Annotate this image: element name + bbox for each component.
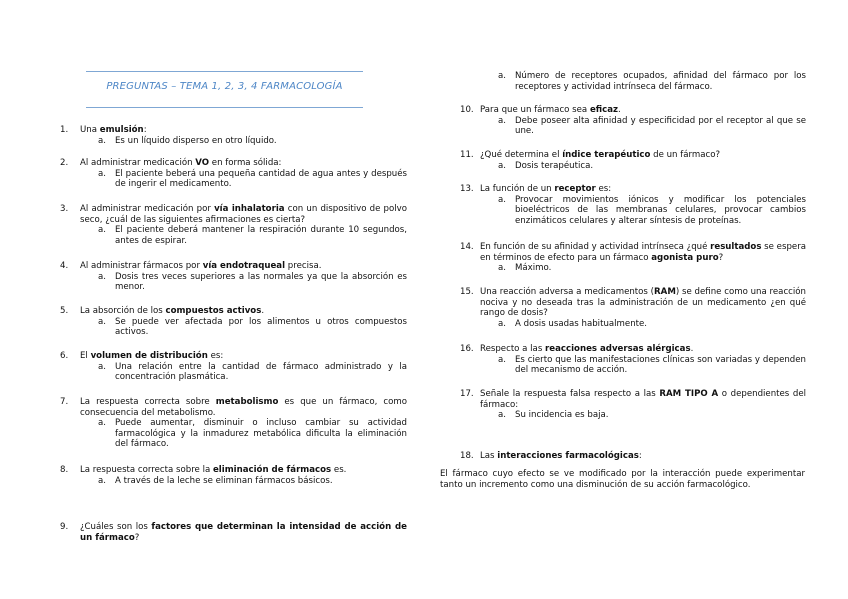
question-4 [60,261,407,293]
left-questions-7-post: es. [331,465,347,475]
left-questions-0-ans-label: a. [98,135,106,146]
right-questions-0-bold: eficaz [589,105,619,115]
answer-4 [60,272,407,293]
right-questions-4-ans-label: a. [498,318,506,329]
left-questions-4-ans-label: a. [98,316,106,327]
left-questions-0-num: 1. [60,125,69,135]
left-questions-1-bold: VO [195,158,210,168]
left-questions-6-bold: metabolismo [215,397,279,407]
answer-9 [460,71,806,92]
left-questions-4-num: 5. [60,306,69,316]
question-17 [460,389,806,421]
answer-5 [60,317,407,338]
final-paragraph: El fármaco cuyo efecto se ve modificado por la interacción puede experimentar tanto un incremento como una disminución de su acción farmacológico. [440,469,805,490]
right-questions-3-answer: Máximo. [515,263,552,274]
left-questions-1-post: en forma sólida: [209,158,282,168]
right-questions-6-bold: RAM TIPO A [659,389,719,399]
question-18 [460,451,806,462]
right-questions-0-num: 10. [460,105,474,115]
right-questions-2-bold: receptor [554,184,596,194]
question-10 [460,105,806,137]
right-questions-1-pre: ¿Qué determina el [480,150,563,160]
answer-17 [460,410,806,421]
right-questions-5-bold: reacciones adversas alérgicas [545,344,691,354]
left-questions-6-pre: La respuesta correcta sobre [80,397,216,407]
left-questions-4-post: . [261,306,265,316]
right-questions-4-bold: RAM [654,287,676,297]
answer-11 [460,161,806,172]
left-questions-2-pre: Al administrar medicación por [80,204,215,214]
left-questions-4-pre: La absorción de los [80,306,166,316]
right-questions-1-num: 11. [460,150,474,160]
left-questions-7-ans-label: a. [98,475,106,486]
question-13 [460,184,806,226]
right-questions-2-ans-label: a. [498,194,506,205]
left-questions-8-num: 9. [60,522,69,532]
left-questions-5-ans-label: a. [98,361,106,372]
right-questions-5-num: 16. [460,344,474,354]
right-questions-4-post: ) se define como una reacción nociva y no deseada tras la administración de un medicamento ¿en qué rango de dosis? [480,287,806,319]
right-questions-3-bold: resultados [710,242,762,252]
left-questions-6-ans-label: a. [98,418,106,429]
right-questions-2-pre: La función de un [480,184,555,194]
right-questions-6-ans-label: a. [498,410,506,421]
right-questions-3-pre: En función de su afinidad y actividad intrínseca ¿qué [480,242,711,252]
page-title: PREGUNTAS – TEMA 1, 2, 3, 4 FARMACOLOGÍA [106,81,343,92]
left-questions-5-pre: El [80,351,91,361]
left-questions-4-bold: compuestos activos [165,306,262,316]
right-questions-1-bold: índice terapéutico [562,150,651,160]
left-questions-5-post: es: [207,351,224,361]
left-questions-1-answer: El paciente beberá una pequeña cantidad de agua antes y después de ingerir el medicamento. [115,168,407,190]
left-questions-6-answer: Puede aumentar, disminuir o incluso cambiar su actividad farmacológica y la inmadurez metabólica dificulta la eliminación del fármaco. [115,418,407,450]
question-8 [60,465,407,486]
question-1 [60,125,407,146]
left-questions-3-post: precisa. [285,261,322,271]
answer-7 [60,418,407,450]
left-questions-2-num: 3. [60,204,69,214]
right-questions-1-post: de un fármaco? [650,150,721,160]
left-questions-8-post: ? [134,532,140,543]
left-questions-3-bold: vía endotraqueal [202,261,286,271]
answer-6 [60,362,407,383]
left-questions-7-bold: eliminación de fármacos [212,465,332,475]
left-questions-2-answer: El paciente deberá mantener la respiración durante 10 segundos, antes de espirar. [115,225,407,246]
left-questions-1-ans-label: a. [98,168,106,179]
right-top-answer-answer: Número de receptores ocupados, afinidad del fármaco por los receptores y actividad intrínseca del fármaco. [515,71,806,92]
left-questions-0-post: : [143,125,147,135]
left-questions-4-answer: Se puede ver afectada por los alimentos u otros compuestos activos. [115,316,407,338]
left-questions-5-num: 6. [60,351,69,361]
right-questions-7-bold: interacciones farmacológicas [497,451,639,461]
left-questions-1-num: 2. [60,158,69,168]
left-questions-7-answer: A través de la leche se eliminan fármacos básicos. [115,475,333,486]
right-questions-0-answer: Debe poseer alta afinidad y especificidad por el receptor al que se une. [515,115,806,137]
right-questions-1-answer: Dosis terapéutica. [515,160,594,171]
right-questions-3-num: 14. [460,242,474,252]
question-5 [60,306,407,338]
left-questions-3-num: 4. [60,261,69,271]
right-questions-0-pre: Para que un fármaco sea [480,105,590,115]
answer-15 [460,319,806,330]
right-questions-3-ans-label: a. [498,263,506,274]
answer-13 [460,195,806,227]
left-questions-2-ans-label: a. [98,225,106,236]
right-questions-0-post: . [618,105,621,115]
question-7 [60,397,407,450]
right-questions-5-answer: Es cierto que las manifestaciones clínicas son variadas y dependen del mecanismo de acción. [515,354,806,376]
right-questions-2-answer: Provocar movimientos iónicos y modificar los potenciales bioeléctricos de las membranas celulares, provocar cambios enzimáticos celulares y alterar síntesis de proteínas. [515,194,806,226]
right-questions-2-post: es: [595,184,612,194]
left-questions-8-bold: factores que determinan la intensidad de acción de un fármaco [80,522,407,543]
question-9 [60,522,407,543]
right-questions-4-answer: A dosis usadas habitualmente. [515,318,648,329]
right-top-answer-ans-label: a. [498,71,506,81]
question-3 [60,204,407,246]
question-11 [460,150,806,171]
left-questions-2-post: con un dispositivo de polvo seco, ¿cuál de las siguientes afirmaciones es cierta? [80,204,408,225]
right-questions-7-num: 18. [460,451,474,461]
right-questions-4-pre: Una reacción adversa a medicamentos ( [480,287,655,297]
left-questions-0-bold: emulsión [99,125,144,135]
right-questions-7-post: : [638,451,642,461]
question-16 [460,344,806,376]
question-14 [460,242,806,274]
answer-8 [60,476,407,487]
left-questions-1-pre: Al administrar medicación [80,158,196,168]
left-questions-3-ans-label: a. [98,271,106,282]
right-questions-1-ans-label: a. [498,160,506,171]
right-questions-0-ans-label: a. [498,115,506,126]
answer-1 [60,136,407,147]
left-questions-6-post: es que un fármaco, como consecuencia del metabolismo. [80,397,407,418]
answer-10 [460,116,806,137]
left-questions-8-pre: ¿Cuáles son los [80,522,152,532]
left-questions-2-bold: vía inhalatoria [214,204,285,214]
question-2 [60,158,407,190]
question-6 [60,351,407,383]
right-questions-3-post: se espera en términos de efecto para un fármaco [480,242,806,263]
right-questions-3-bold2: agonista puro [651,252,719,263]
title-box [86,71,363,108]
question-15 [460,287,806,329]
right-questions-2-num: 13. [460,184,474,194]
right-questions-6-pre: Señale la respuesta falsa respecto a las [480,389,660,399]
left-questions-7-pre: La respuesta correcta sobre la [80,465,213,475]
left-questions-7-num: 8. [60,465,69,475]
answer-3 [60,225,407,246]
answer-2 [60,169,407,190]
right-questions-5-post: . [690,344,694,354]
right-questions-5-pre: Respecto a las [480,344,546,354]
right-questions-3-post2: ? [718,252,724,263]
right-questions-4-num: 15. [460,287,474,297]
right-questions-7-pre: Las [480,451,498,461]
left-questions-0-pre: Una [80,125,100,135]
right-questions-6-post: o dependientes del fármaco: [480,389,807,410]
right-questions-6-num: 17. [460,389,474,399]
right-questions-5-ans-label: a. [498,354,506,365]
right-questions-6-answer: Su incidencia es baja. [515,410,609,421]
left-questions-3-answer: Dosis tres veces superiores a las normales ya que la absorción es menor. [115,271,407,293]
left-questions-3-pre: Al administrar fármacos por [80,261,203,271]
left-questions-5-bold: volumen de distribución [90,351,208,361]
left-questions-0-answer: Es un líquido disperso en otro líquido. [115,135,277,146]
left-questions-5-answer: Una relación entre la cantidad de fármaco administrado y la concentración plasmática. [115,361,407,383]
answer-16 [460,355,806,376]
answer-14 [460,263,806,274]
left-questions-6-num: 7. [60,397,69,407]
